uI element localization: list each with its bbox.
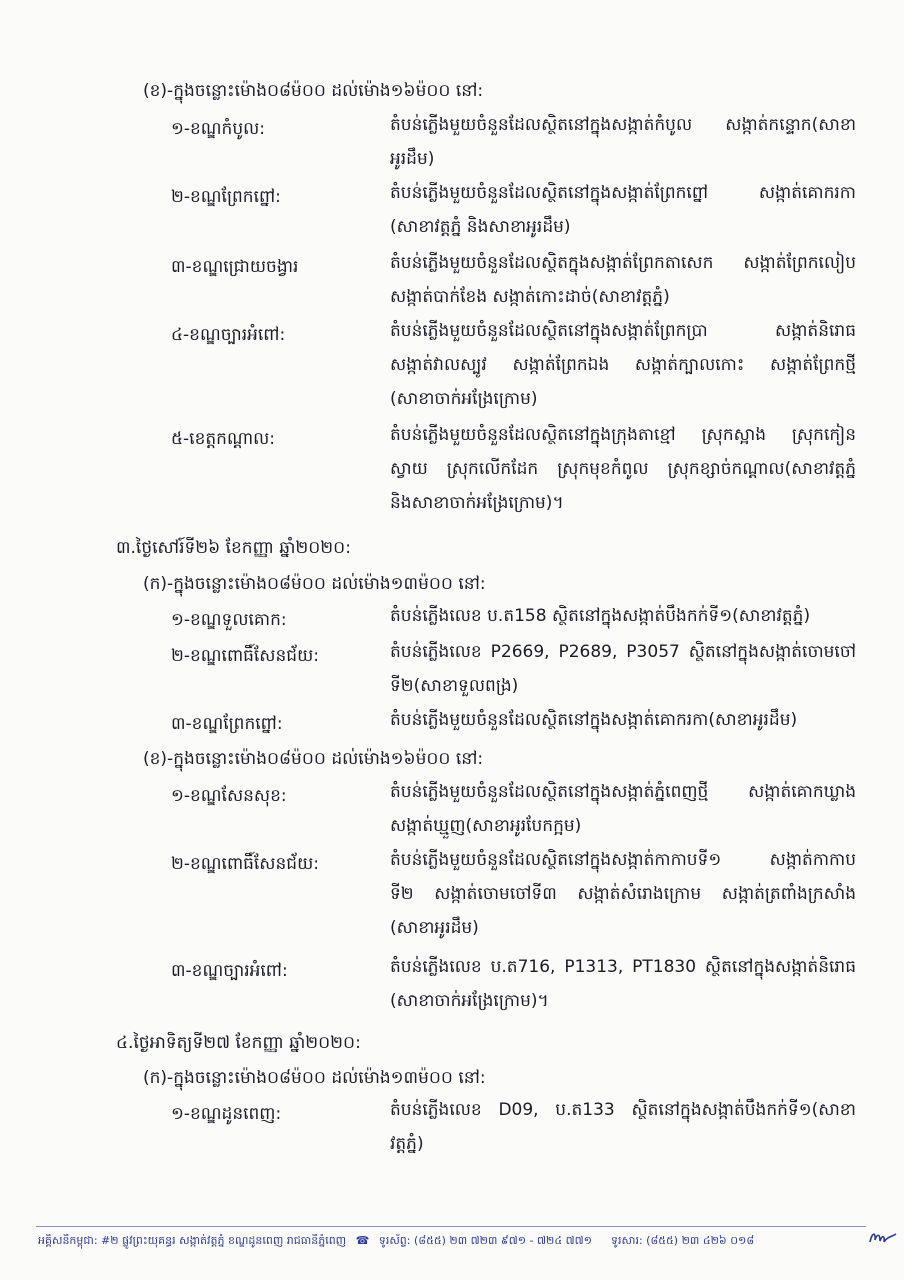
- item-label: ៤-ខណ្ឌច្បារអំពៅ:: [171, 325, 286, 345]
- day-heading: ៣.ថ្ងៃសៅរ៍ទី២៦ ខែកញ្ញា ឆ្នាំ២០២០:: [116, 538, 351, 558]
- footer-address: អគ្គិសនីកម្ពុជា: #២ ផ្លូវព្រះយុគន្ធរ សង្កាត់វត្តភ្នំ ខណ្ឌដូនពេញ រាជធានីភ្នំពេញ: [38, 1234, 347, 1247]
- item-description: តំបន់ភ្លើងលេខ ប.ត716, P1313, PT1830 ស្ថិតនៅក្នុងសង្កាត់និរោធ (សាខាចាក់អង្រែក្រោម)។: [390, 957, 856, 1011]
- signature-mark: [868, 1228, 898, 1248]
- item-label: ១-ខណ្ឌដូនពេញ:: [171, 1104, 282, 1124]
- item-label: ៣-ខណ្ឌច្បារអំពៅ:: [171, 961, 288, 981]
- item-description: តំបន់ភ្លើងលេខ ប.ត158 ស្ថិតនៅក្នុងសង្កាត់បឹងកក់ទី១(សាខាវត្តភ្នំ): [390, 606, 811, 626]
- item-label: ៥-ខេត្តកណ្ដាល:: [171, 429, 276, 449]
- item-description: តំបន់ភ្លើងមួយចំនួនដែលស្ថិតនៅក្នុងសង្កាត់ភ្នំពេញថ្មី សង្កាត់គោកឃ្លាង សង្កាត់ឃ្មួញ(សាខាអូរបែកក្អម): [390, 782, 856, 836]
- item-label: ១-ខណ្ឌទួលគោក:: [171, 610, 287, 630]
- item-description: តំបន់ភ្លើងមួយចំនួនដែលស្ថិតនៅក្នុងសង្កាត់កំបូល សង្កាត់កន្ទោក(សាខា អូរដឹម): [390, 115, 856, 169]
- item-label: ១-ខណ្ឌសែនសុខ:: [171, 786, 287, 806]
- item-description: តំបន់ភ្លើងលេខ P2669, P2689, P3057 ស្ថិតនៅក្នុងសង្កាត់ចោមចៅ ទី២(សាខាទួលពង្រ): [390, 642, 856, 696]
- item-label: ៣-ខណ្ឌជ្រោយចង្វារ: [171, 257, 299, 277]
- footer-fax: ទូរសារ: (៨៥៥) ២៣ ៤២៦ ០១៨: [611, 1234, 755, 1247]
- item-description: តំបន់ភ្លើងមួយចំនួនដែលស្ថិតនៅក្នុងសង្កាត់ព្រែកព្នៅ សង្កាត់គោករកា (សាខាវត្តភ្នំ និងសាខាអូរដឹម): [390, 183, 856, 237]
- item-label: ៣-ខណ្ឌព្រែកព្នៅ:: [171, 714, 283, 734]
- item-description: តំបន់ភ្លើងលេខ D09, ប.ត133 ស្ថិតនៅក្នុងសង្កាត់បឹងកក់ទី១(សាខា វត្តភ្នំ): [390, 1100, 856, 1154]
- item-description: តំបន់ភ្លើងមួយចំនួនដែលស្ថិតនៅក្នុងសង្កាត់គោករកា(សាខាអូរដឹម): [390, 710, 798, 730]
- item-description: តំបន់ភ្លើងមួយចំនួនដែលស្ថិតនៅក្នុងក្រុងតាខ្មៅ ស្រុកស្អាង ស្រុកកៀន ស្វាយ ស្រុកលើកដែក ស្រុកមុខកំពូល ស្រុកខ្សាច់កណ្ដាល(សាខាវត្តភ្នំ និងសាខាចាក់អង្រែក្រោម)។: [390, 425, 856, 513]
- section-heading: (ខ)-ក្នុងចន្លោះម៉ោង០៨ម៉០០ ដល់ម៉ោង១៦ម៉០០ នៅ:: [143, 749, 484, 769]
- item-label: ២-ខណ្ឌព្រែកព្នៅ:: [171, 187, 281, 207]
- item-label: ២-ខណ្ឌពោធិ៍សែនជ័យ:: [171, 646, 319, 666]
- phone-icon: ☎: [355, 1234, 370, 1247]
- item-description: តំបន់ភ្លើងមួយចំនួនដែលស្ថិតក្នុងសង្កាត់ព្រែកតាសេក សង្កាត់ព្រែកលៀប សង្កាត់បាក់ខែង សង្កាត់កោះដាច់(សាខាវត្តភ្នំ): [390, 253, 856, 307]
- day-heading: ៤.ថ្ងៃអាទិត្យទី២៧ ខែកញ្ញា ឆ្នាំ២០២០:: [116, 1033, 361, 1053]
- section-heading: (ក)-ក្នុងចន្លោះម៉ោង០៨ម៉០០ ដល់ម៉ោង១៣ម៉០០ នៅ:: [143, 574, 486, 594]
- footer: [38, 1234, 868, 1250]
- footer-phone: ទូរស័ព្ទ: (៨៥៥) ២៣ ៧២៣ ៩៧១ - ៧២៤ ៧៧១: [378, 1234, 593, 1247]
- item-label: ២-ខណ្ឌពោធិ៍សែនជ័យ:: [171, 854, 319, 874]
- footer-divider: [36, 1226, 866, 1227]
- item-description: តំបន់ភ្លើងមួយចំនួនដែលស្ថិតនៅក្នុងសង្កាត់កាកាបទី១ សង្កាត់កាកាប ទី២ សង្កាត់ចោមចៅទី៣ សង្កាត់សំរោងក្រោម សង្កាត់ត្រពាំងក្រសាំង (សាខាអូរដឹម): [390, 850, 856, 938]
- item-description: តំបន់ភ្លើងមួយចំនួនដែលស្ថិតនៅក្នុងសង្កាត់ព្រែកប្រា សង្កាត់និរោធ សង្កាត់វាលស្បូវ សង្កាត់ព្រែកឯង សង្កាត់ក្បាលកោះ សង្កាត់ព្រែកថ្មី (សាខាចាក់អង្រែក្រោម): [390, 321, 856, 409]
- item-label: ១-ខណ្ឌកំបូល:: [171, 119, 266, 139]
- section-heading: (ក)-ក្នុងចន្លោះម៉ោង០៨ម៉០០ ដល់ម៉ោង១៣ម៉០០ នៅ:: [143, 1068, 486, 1088]
- section-heading: (ខ)-ក្នុងចន្លោះម៉ោង០៨ម៉០០ ដល់ម៉ោង១៦ម៉០០ នៅ:: [143, 81, 484, 101]
